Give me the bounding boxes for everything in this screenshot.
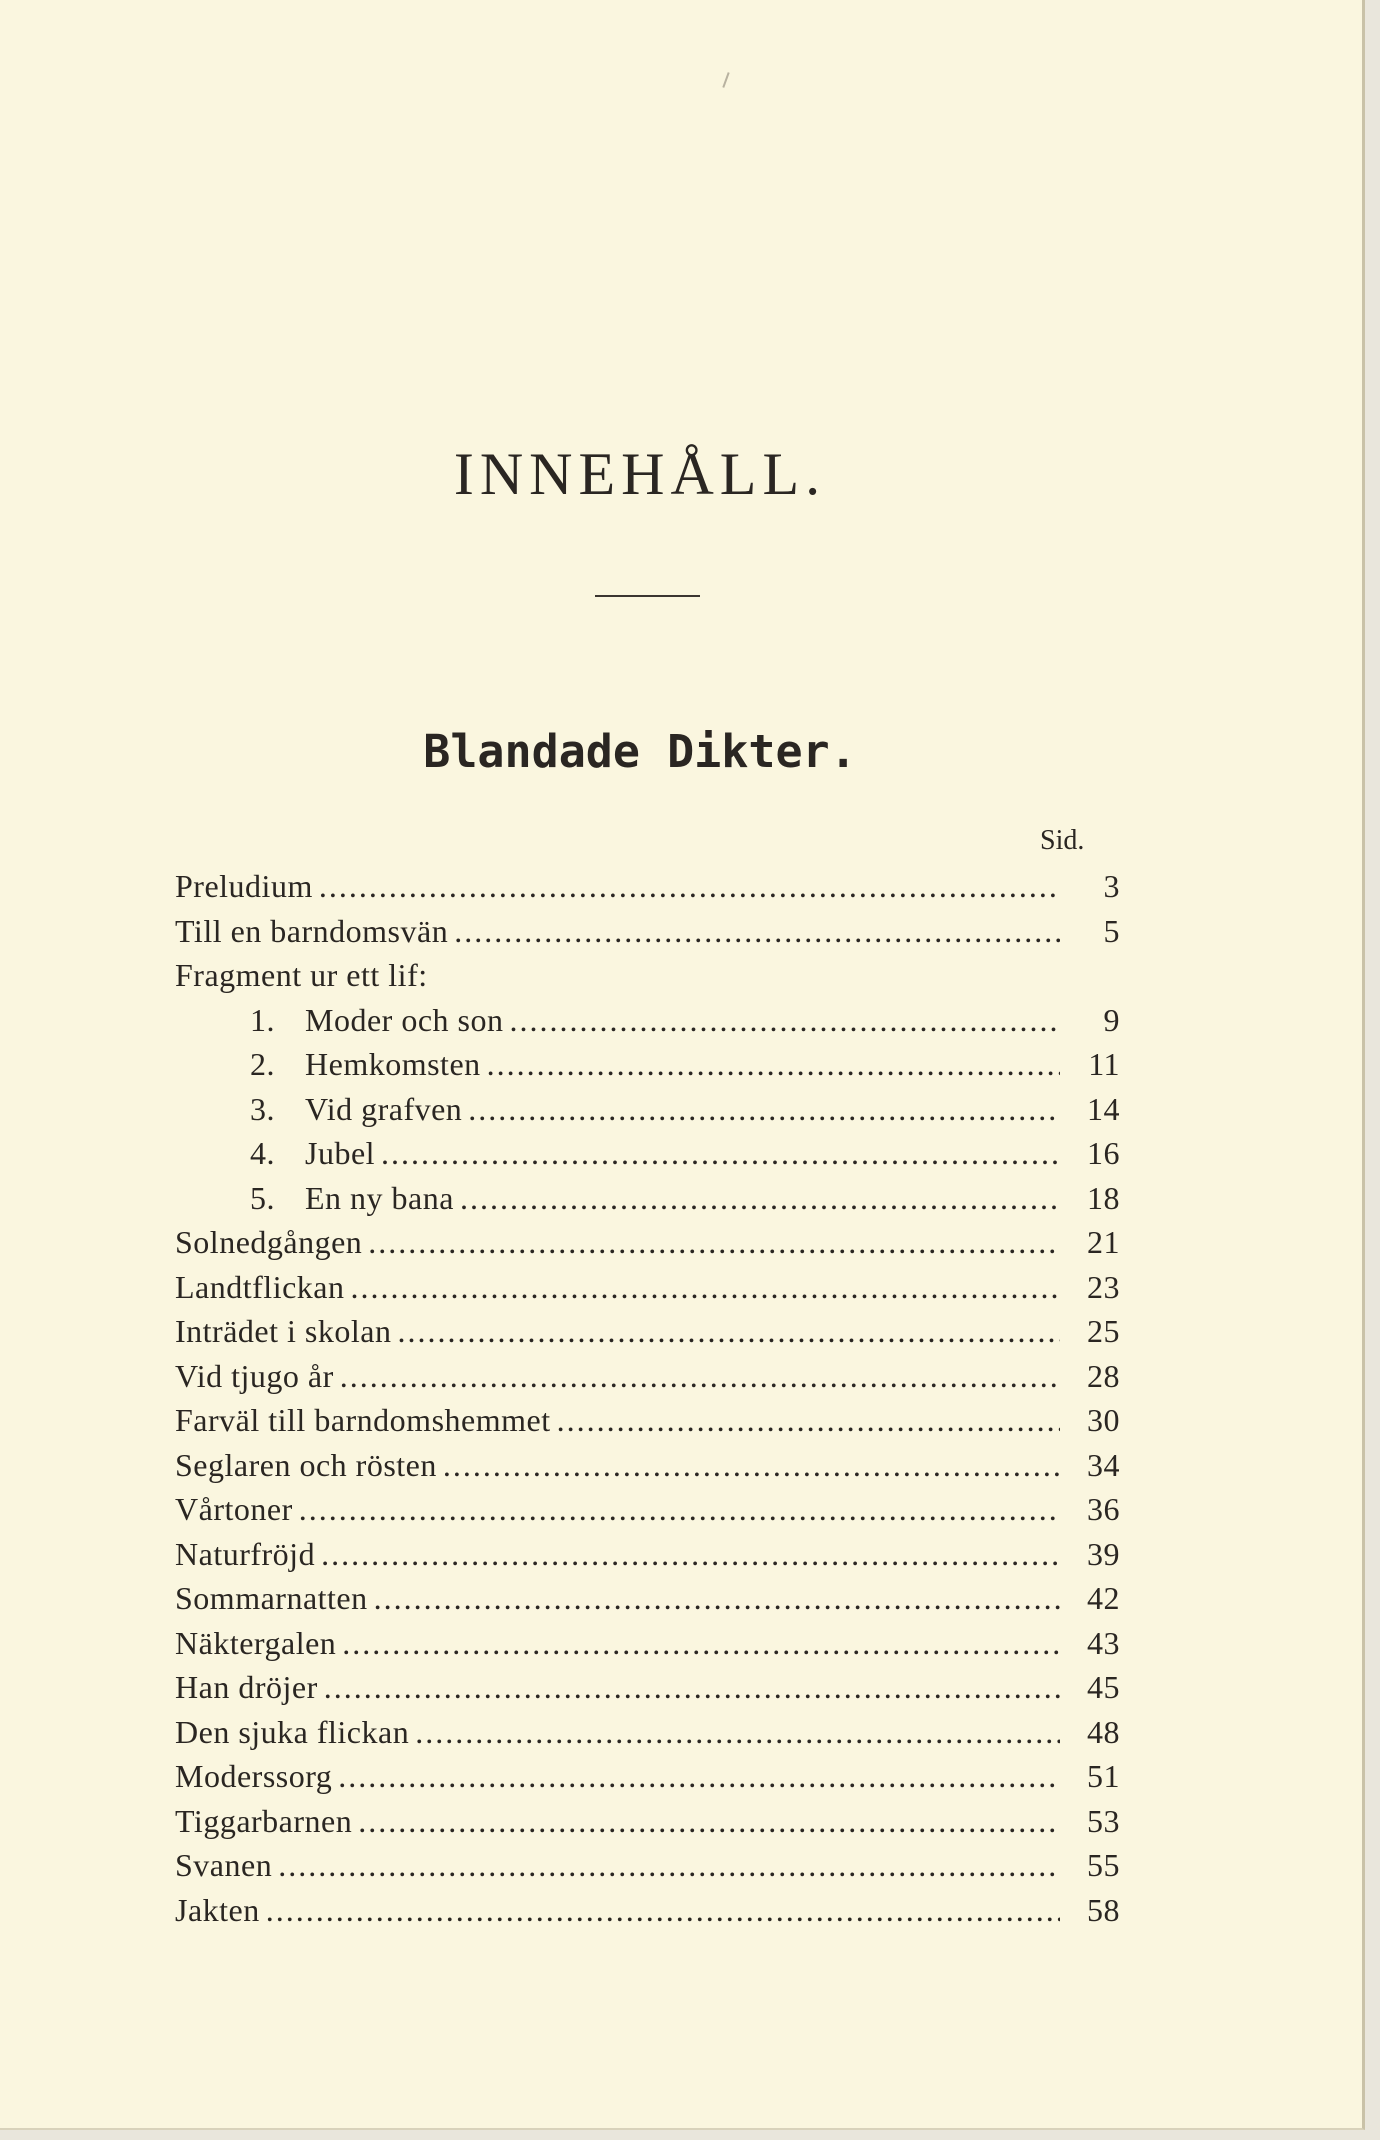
entry-number: 3. — [250, 1090, 275, 1127]
toc-entry — [175, 1269, 1120, 1314]
toc-subentry — [175, 1091, 1120, 1136]
page-title: INNEHÅLL. — [453, 441, 827, 507]
leader-dots — [368, 1224, 1060, 1261]
leader-dots — [340, 1358, 1060, 1395]
leader-dots — [374, 1580, 1060, 1617]
entry-title: Inträdet i skolan — [175, 1313, 392, 1349]
entry-number: 5. — [250, 1179, 275, 1216]
entry-page: 14 — [1087, 1090, 1120, 1127]
leader-dots — [454, 913, 1060, 950]
toc-group-heading — [175, 957, 1120, 1002]
leader-dots — [338, 1758, 1060, 1795]
entry-title: Seglaren och rösten — [175, 1446, 437, 1483]
leader-dots — [342, 1625, 1060, 1662]
entry-page: 34 — [1087, 1446, 1120, 1483]
entry-page: 36 — [1087, 1491, 1120, 1527]
entry-page: 18 — [1087, 1179, 1120, 1216]
entry-title: Hemkomsten — [305, 1046, 481, 1082]
toc-entry — [175, 1313, 1120, 1358]
leader-dots — [266, 1892, 1060, 1929]
entry-page: 51 — [1087, 1758, 1120, 1794]
entry-page: 21 — [1087, 1224, 1120, 1260]
entry-title: Moderssorg — [175, 1758, 333, 1794]
entry-title: Tiggarbarnen — [175, 1802, 353, 1839]
leader-dots — [319, 868, 1060, 905]
page-column-label: Sid. — [1040, 825, 1085, 856]
entry-title: Svanen — [175, 1847, 273, 1883]
entry-title: Jubel — [305, 1135, 376, 1171]
toc-entry — [175, 1803, 1120, 1848]
toc-entry — [175, 1892, 1120, 1937]
toc-entry — [175, 1625, 1120, 1670]
entry-page: 11 — [1088, 1046, 1120, 1082]
entry-page: 58 — [1087, 1891, 1120, 1928]
toc-entry — [175, 1358, 1120, 1403]
title-rule — [595, 595, 700, 597]
toc-entry — [175, 1491, 1120, 1536]
leader-dots — [468, 1091, 1060, 1128]
leader-dots — [381, 1135, 1060, 1172]
leader-dots — [397, 1313, 1060, 1350]
entry-page: 9 — [1103, 1001, 1120, 1038]
entry-page: 39 — [1087, 1535, 1120, 1572]
entry-title: Näktergalen — [175, 1624, 337, 1661]
leader-dots — [415, 1714, 1060, 1751]
entry-page: 53 — [1087, 1802, 1120, 1839]
entry-title: Vårtoner — [175, 1491, 293, 1527]
toc-subentry — [175, 1135, 1120, 1180]
toc-entry — [175, 1669, 1120, 1714]
toc-entry — [175, 1714, 1120, 1759]
entry-page: 3 — [1103, 868, 1120, 904]
leader-dots — [350, 1269, 1060, 1306]
leader-dots — [509, 1002, 1060, 1039]
leader-dots — [321, 1536, 1060, 1573]
entry-page: 25 — [1087, 1313, 1120, 1349]
toc-entry — [175, 913, 1120, 958]
entry-title: Jakten — [175, 1891, 260, 1928]
entry-page: 16 — [1087, 1135, 1120, 1171]
entry-title: Naturfröjd — [175, 1535, 316, 1572]
leader-dots — [443, 1447, 1060, 1484]
toc-subentry — [175, 1002, 1120, 1047]
toc-entry — [175, 1847, 1120, 1892]
entry-title: Farväl till barndomshemmet — [175, 1402, 551, 1438]
table-of-contents — [175, 868, 1120, 1936]
pencil-mark — [722, 72, 729, 88]
leader-dots — [299, 1491, 1060, 1528]
entry-title: Solnedgången — [175, 1224, 363, 1260]
toc-entry — [175, 1580, 1120, 1625]
section-title: Blandade Dikter. — [423, 725, 857, 778]
entry-title: En ny bana — [305, 1179, 454, 1216]
entry-page: 42 — [1087, 1580, 1120, 1616]
entry-title: Sommarnatten — [175, 1580, 368, 1616]
toc-entry — [175, 1224, 1120, 1269]
toc-subentry — [175, 1046, 1120, 1091]
entry-page: 30 — [1087, 1402, 1120, 1438]
leader-dots — [324, 1669, 1060, 1706]
entry-title: Fragment ur ett lif: — [175, 957, 428, 993]
leader-dots — [278, 1847, 1060, 1884]
leader-dots — [487, 1046, 1060, 1083]
toc-entry — [175, 1402, 1120, 1447]
entry-number: 4. — [250, 1135, 275, 1171]
leader-dots — [460, 1180, 1060, 1217]
entry-number: 2. — [250, 1046, 275, 1082]
entry-page: 55 — [1087, 1847, 1120, 1883]
entry-title: Preludium — [175, 868, 313, 904]
entry-page: 28 — [1087, 1357, 1120, 1394]
entry-title: Till en barndomsvän — [175, 912, 449, 949]
entry-number: 1. — [250, 1001, 275, 1038]
toc-subentry — [175, 1180, 1120, 1225]
entry-page: 23 — [1087, 1268, 1120, 1305]
entry-title: Han dröjer — [175, 1669, 318, 1705]
entry-page: 43 — [1087, 1624, 1120, 1661]
entry-page: 48 — [1087, 1713, 1120, 1750]
leader-dots — [358, 1803, 1060, 1840]
leader-dots — [557, 1402, 1060, 1439]
entry-page: 5 — [1103, 912, 1120, 949]
entry-page: 45 — [1087, 1669, 1120, 1705]
entry-title: Moder och son — [305, 1001, 504, 1038]
toc-entry — [175, 1758, 1120, 1803]
entry-title: Landtflickan — [175, 1268, 345, 1305]
entry-title: Vid grafven — [305, 1090, 463, 1127]
entry-title: Vid tjugo år — [175, 1357, 334, 1394]
entry-title: Den sjuka flickan — [175, 1713, 410, 1750]
toc-entry — [175, 868, 1120, 913]
toc-entry — [175, 1447, 1120, 1492]
toc-entry — [175, 1536, 1120, 1581]
